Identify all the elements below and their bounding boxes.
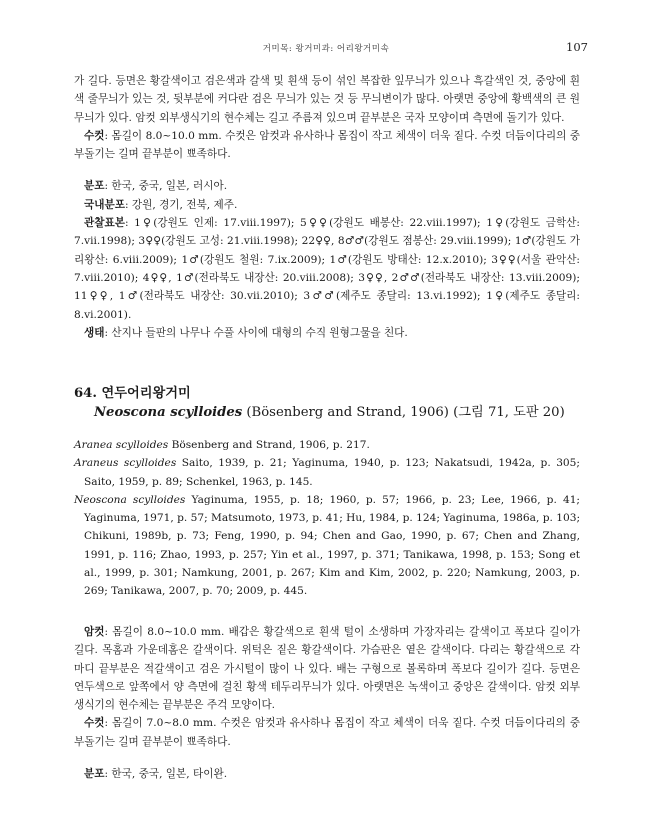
specimens-text: : 1♀(강원도 인제: 17.viii.1997); 5♀♀(강원도 배봉산: 22.viii.1997); 1♀(강원도 금학산: 7.vii.1998); 3♀♀(강원도 고성: 21.viii.1998); 22♀♀, 8♂♂(강원도 점봉산: 29.viii.1999); 1♂(강원도 가리왕산: 6.viii.2009); 1♂(강원도 철원: 7.ix.2009); 1♂(강원도 방태산: 12.x.2010); 3♀♀(서울 관악산: 7.viii.2010); 4♀♀, 1♂(전라북도 내장산: 20.viii.2008); 3♀♀, 2♂♂(전라북도 내장산: 13.viii.2009); 11♀♀, 1♂(전라북도 내장산: 30.vii.2010); 3♂♂(제주도 종달리: 13.vi.1992); 1♀(제주도 종달리: 8.vi.2001). (74, 217, 580, 321)
synonym-entry (74, 491, 580, 601)
synonymy-list (74, 436, 580, 601)
distribution-paragraph (74, 765, 580, 783)
page-number: 107 (566, 40, 588, 54)
synonym-entry (74, 454, 580, 491)
distribution-text: : 한국, 중국, 일본, 러시아. (104, 180, 228, 193)
distribution-label: 분포 (84, 180, 105, 193)
species-korean-name: 연두어리왕거미 (101, 386, 191, 401)
synonym-name: Araneus scylloides (74, 457, 177, 470)
distribution-label: 분포 (84, 768, 105, 781)
ecology-label: 생태 (84, 326, 105, 339)
distribution-text: : 한국, 중국, 일본, 타이완. (104, 768, 228, 781)
bottom-section (74, 623, 580, 783)
synonym-name: Aranea scylloides (74, 439, 169, 451)
synonym-refs: Bösenberg and Strand, 1906, p. 217. (171, 439, 370, 451)
synonym-name: Neoscona scylloides (74, 493, 186, 506)
female-text: : 몸길이 8.0~10.0 mm. 배갑은 황갈색으로 흰색 털이 소생하며 가장자리는 갈색이고 폭보다 길이가 길다. 목홈과 가운데홈은 갈색이다. 위턱은 짙은 황갈색이다. 가슴판은 옅은 갈색이다. 다리는 황갈색으로 각 마디 끝부분은 적갈색이고 검은 가시털이 많이 나 있다. 배는 구형으로 볼록하며 폭보다 길이가 길다. 등면은 연두색으로 앞쪽에서 양 측면에 걸친 황색 테두리무늬가 있다. 아랫면은 녹색이고 중앙은 갈색이다. 암컷 외부생식기의 현수체는 끝부분은 주걱 모양이다. (74, 626, 580, 712)
page-header (0, 42, 652, 56)
male-paragraph (74, 714, 580, 751)
male-text: : 몸길이 7.0~8.0 mm. 수컷은 암컷과 유사하나 몸집이 작고 체색이 더욱 짙다. 수컷 더듬이다리의 중부돌기는 길며 끝부분이 뾰족하다. (74, 717, 580, 748)
species-heading (74, 384, 580, 423)
domestic-text: : 강원, 경기, 전북, 제주. (124, 198, 238, 211)
species-number: 64. (74, 386, 97, 401)
synonym-entry (74, 436, 580, 454)
specimens-label: 관찰표본 (84, 217, 125, 230)
ecology-paragraph (74, 324, 580, 342)
species-authority: (Bösenberg and Strand, 1906) (그림 71, 도판 20) (246, 405, 565, 420)
scientific-name: Neoscona scylloides (94, 405, 243, 420)
top-section (74, 72, 580, 342)
specimens-paragraph (74, 214, 580, 324)
male-label: 수컷 (84, 129, 105, 142)
female-label: 암컷 (84, 626, 105, 638)
ecology-text: : 산지나 들판의 나무나 수풀 사이에 대형의 수직 원형그물을 친다. (104, 326, 408, 339)
species-subtitle (94, 403, 580, 423)
synonym-refs: Saito, 1939, p. 21; Yaginuma, 1940, p. 123; Nakatsudi, 1942a, p. 305; Saito, 1959, p. 89; Schenkel, 1963, p. 145. (84, 457, 580, 488)
male-label: 수컷 (84, 717, 105, 730)
female-paragraph (74, 623, 580, 714)
synonym-refs: Yaginuma, 1955, p. 18; 1960, p. 57; 1966, p. 23; Lee, 1966, p. 41; Yaginuma, 1971, p. 57; Matsumoto, 1973, p. 41; Hu, 1984, p. 124; Yaginuma, 1986a, p. 103; Chikuni, 1989b, p. 73; Feng, 1990, p. 94; Chen and Gao, 1990, p. 67; Chen and Zhang, 1991, p. 116; Zhao, 1993, p. 257; Yin et al., 1997, p. 371; Tanikawa, 1998, p. 153; Song et al., 1999, p. 301; Namkung, 2001, p. 267; Kim and Kim, 2002, p. 220; Namkung, 2003, p. 269; Tanikawa, 2007, p. 70; 2009, p. 445. (84, 493, 581, 598)
domestic-label: 국내분포 (84, 198, 125, 211)
running-title: 거미목: 왕거미과: 어리왕거미속 (262, 44, 390, 54)
description-continued: 가 길다. 등면은 황갈색이고 검은색과 갈색 및 흰색 등이 섞인 복잡한 잎무늬가 있으나 흑갈색인 것, 중앙에 흰색 줄무늬가 있는 것, 뒷부분에 커다란 검은 무늬가 있는 것 등 무늬변이가 많다. 아랫면 중앙에 황백색의 큰 원무늬가 있다. 암컷 외부생식기의 현수체는 길고 주름져 있으며 끝부분은 국자 모양이며 측면에 돌기가 있다. (74, 75, 580, 124)
male-paragraph (74, 127, 580, 164)
male-text: : 몸길이 8.0~10.0 mm. 수컷은 암컷과 유사하나 몸집이 작고 체색이 더욱 짙다. 수컷 더듬이다리의 중부돌기는 길며 끝부분이 뾰족하다. (74, 129, 580, 161)
distribution-paragraph (74, 177, 580, 195)
domestic-distribution-paragraph (74, 196, 580, 214)
species-title (74, 384, 580, 403)
